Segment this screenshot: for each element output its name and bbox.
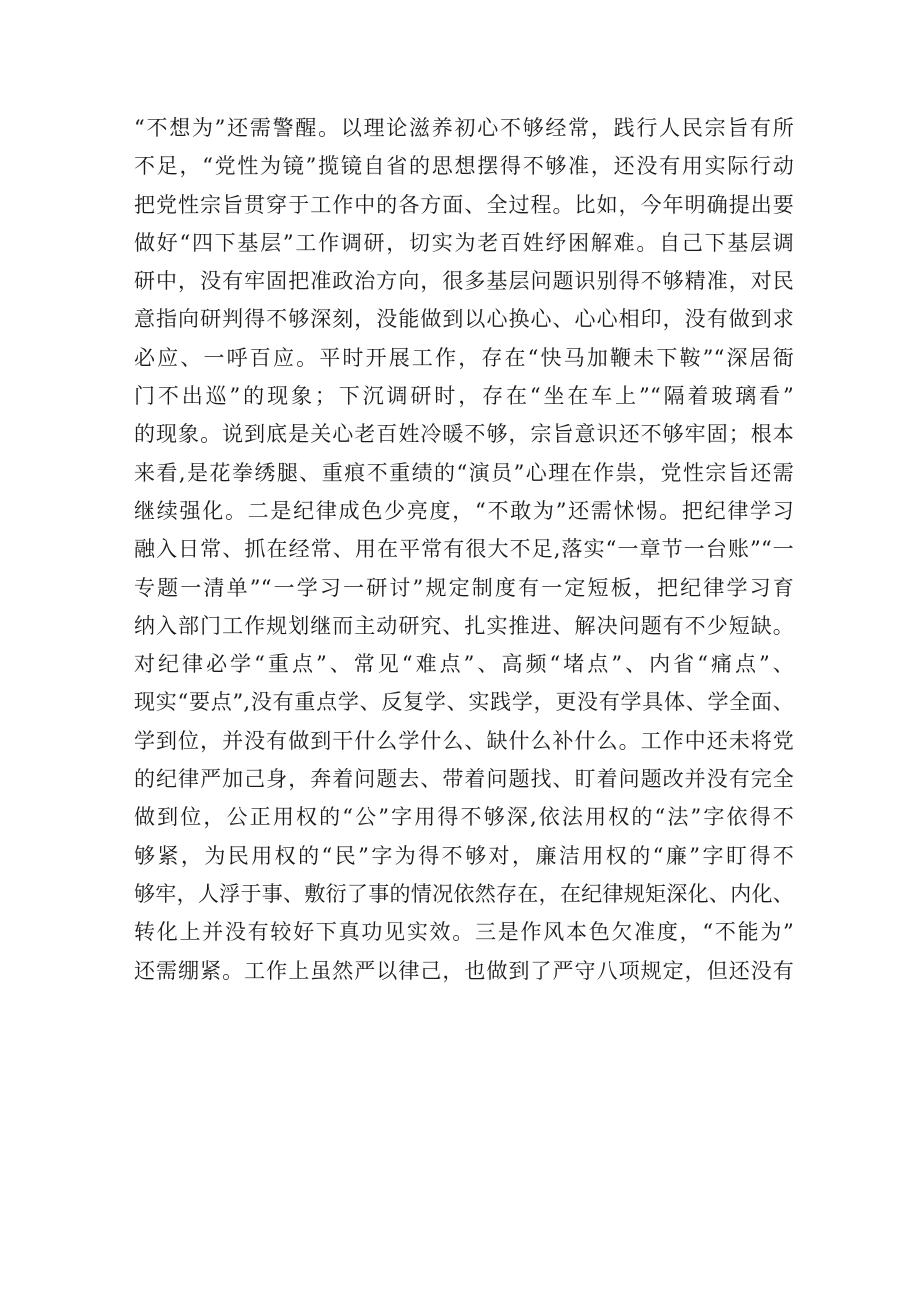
text-line: 专题一清单”“一学习一研讨”规定制度有一定短板，把纪律学习育 (134, 575, 794, 600)
text-line: 纳入部门工作规划继而主动研究、扎实推进、解决问题有不少短缺。 (134, 613, 794, 638)
text-line: 把党性宗旨贯穿于工作中的各方面、全过程。比如，今年明确提出要 (134, 192, 794, 217)
text-line: 的纪律严加己身，奔着问题去、带着问题找、盯着问题改并没有完全 (134, 767, 794, 792)
text-line: 不足，“党性为镜”揽镜自省的思想摆得不够准，还没有用实际行动 (134, 154, 794, 179)
text-line: 门不出巡”的现象；下沉调研时，存在“坐在车上”“隔着玻璃看” (134, 384, 794, 409)
text-line: 研中，没有牢固把准政治方向，很多基层问题识别得不够精准，对民 (134, 269, 794, 294)
text-line: 做好“四下基层”工作调研，切实为老百姓纾困解难。自己下基层调 (134, 230, 794, 255)
text-line: 融入日常、抓在经常、用在平常有很大不足,落实“一章节一台账”“一 (134, 537, 794, 562)
text-line: 做到位，公正用权的“公”字用得不够深,依法用权的“法”字依得不 (134, 805, 794, 830)
text-line: 够牢，人浮于事、敷衍了事的情况依然存在，在纪律规矩深化、内化、 (134, 881, 794, 906)
text-line: 必应、一呼百应。平时开展工作，存在“快马加鞭未下鞍”“深居衙 (134, 345, 794, 370)
text-line: 现实“要点”,没有重点学、反复学、实践学，更没有学具体、学全面、 (134, 690, 794, 715)
text-line: 来看,是花拳绣腿、重痕不重绩的“演员”心理在作祟，党性宗旨还需 (134, 460, 794, 485)
text-line: 对纪律必学“重点”、常见“难点”、高频“堵点”、内省“痛点”、 (134, 652, 794, 677)
text-line: “不想为”还需警醒。以理论滋养初心不够经常，践行人民宗旨有所 (134, 116, 794, 140)
text-line: 继续强化。二是纪律成色少亮度，“不敢为”还需怵惕。把纪律学习 (134, 498, 794, 523)
text-line: 的现象。说到底是关心老百姓冷暖不够，宗旨意识还不够牢固；根本 (134, 422, 794, 447)
text-line: 学到位，并没有做到干什么学什么、缺什么补什么。工作中还未将党 (134, 728, 794, 753)
text-line: 意指向研判得不够深刻，没能做到以心换心、心心相印，没有做到求 (134, 307, 794, 332)
text-line: 够紧，为民用权的“民”字为得不够对，廉洁用权的“廉”字盯得不 (134, 843, 794, 868)
text-line: 还需绷紧。工作上虽然严以律己，也做到了严守八项规定，但还没有 (134, 958, 794, 983)
text-line: 转化上并没有较好下真功见实效。三是作风本色欠准度，“不能为” (134, 920, 794, 945)
body-paragraph (134, 109, 794, 990)
